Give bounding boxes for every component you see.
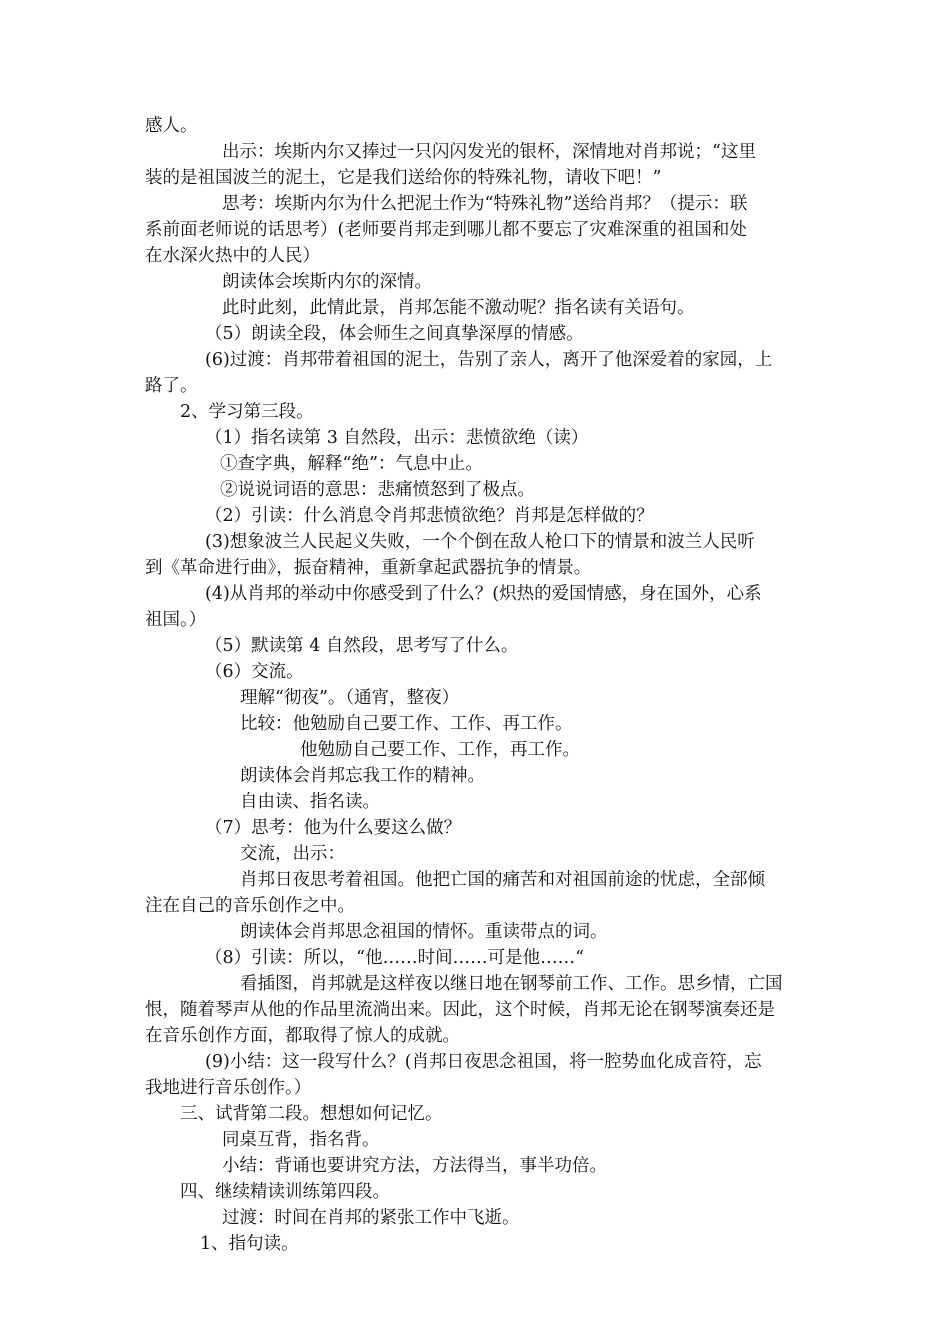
text-line: （5）默读第 4 自然段，思考写了什么。	[205, 636, 519, 656]
text-line: 朗读体会肖邦思念祖国的情怀。重读带点的词。	[240, 922, 608, 942]
text-line: 自由读、指名读。	[240, 792, 380, 812]
text-line: 系前面老师说的话思考）(老师要肖邦走到哪儿都不要忘了灾难深重的祖国和处	[145, 220, 747, 240]
text-line: 在水深火热中的人民）	[145, 246, 320, 266]
text-line: (3)想象波兰人民起义失败，一个个倒在敌人枪口下的情景和波兰人民听	[205, 532, 755, 552]
text-line: （7）思考：他为什么要这么做？	[205, 818, 462, 838]
text-line: （1）指名读第 3 自然段，出示：悲愤欲绝（读）	[205, 428, 589, 448]
text-line: 1、指句读。	[200, 1234, 299, 1254]
text-line: 过渡：时间在肖邦的紧张工作中飞逝。	[222, 1208, 520, 1228]
text-line: (4)从肖邦的举动中你感受到了什么？(炽热的爱国情感，身在国外，心系	[205, 584, 762, 604]
text-line: 肖邦日夜思考着祖国。他把亡国的痛苦和对祖国前途的忧虑，全部倾	[240, 870, 765, 890]
text-line: 装的是祖国波兰的泥土，它是我们送给你的特殊礼物，请收下吧！”	[145, 168, 662, 188]
text-line: 2、学习第三段。	[180, 402, 314, 422]
text-line: 三、试背第二段。想想如何记忆。	[180, 1104, 443, 1124]
text-line: (9)小结：这一段写什么？(肖邦日夜思念祖国，将一腔势血化成音符，忘	[205, 1052, 762, 1072]
text-line: 在音乐创作方面，都取得了惊人的成就。	[145, 1026, 460, 1046]
text-line: ②说说词语的意思：悲痛愤怒到了极点。	[220, 480, 535, 500]
text-line: 朗读体会埃斯内尔的深情。	[222, 272, 432, 292]
text-line: 四、继续精读训练第四段。	[180, 1182, 390, 1202]
text-line: 交流，出示：	[240, 844, 345, 864]
text-line: 比较：他勉励自己要工作、工作、再工作。	[240, 714, 573, 734]
text-line: 此时此刻，此情此景，肖邦怎能不激动呢？指名读有关语句。	[222, 298, 695, 318]
text-line: 恨，随着琴声从他的作品里流淌出来。因此，这个时候，肖邦无论在钢琴演奏还是	[145, 1000, 775, 1020]
text-line: （5）朗读全段，体会师生之间真挚深厚的情感。	[205, 324, 584, 344]
text-line: 理解“彻夜”。（通宵，整夜）	[240, 688, 460, 708]
text-line: ①查字典，解释“绝”：气息中止。	[220, 454, 483, 474]
text-line: 思考：埃斯内尔为什么把泥土作为“特殊礼物”送给肖邦？（提示：联	[222, 194, 748, 214]
text-line: 路了。	[145, 376, 198, 396]
text-line: 他勉励自己要工作、工作，再工作。	[300, 740, 580, 760]
text-line: 到《革命进行曲》，振奋精神，重新拿起武器抗争的情景。	[145, 558, 592, 578]
text-line: 朗读体会肖邦忘我工作的精神。	[240, 766, 485, 786]
text-line: 感人。	[145, 116, 198, 136]
text-line: （2）引读：什么消息令肖邦悲愤欲绝？肖邦是怎样做的？	[205, 506, 654, 526]
text-line: 看插图，肖邦就是这样夜以继日地在钢琴前工作、工作。思乡情，亡国	[240, 974, 783, 994]
text-line: （6）交流。	[205, 662, 304, 682]
text-line: 注在自己的音乐创作之中。	[145, 896, 355, 916]
text-line: （8）引读：所以，“他……时间……可是他……“	[205, 948, 585, 968]
text-line: 我地进行音乐创作。）	[145, 1078, 312, 1098]
text-line: 小结：背诵也要讲究方法，方法得当，事半功倍。	[222, 1156, 607, 1176]
text-line: (6)过渡：肖邦带着祖国的泥土，告别了亲人，离开了他深爱着的家园，上	[205, 350, 773, 370]
text-line: 出示：埃斯内尔又捧过一只闪闪发光的银杯，深情地对肖邦说；“这里	[222, 142, 756, 162]
text-line: 同桌互背，指名背。	[222, 1130, 380, 1150]
text-line: 祖国。）	[145, 610, 207, 630]
